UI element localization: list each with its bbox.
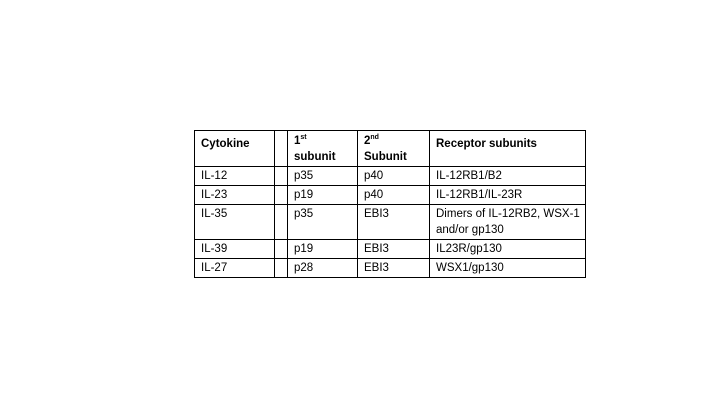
spacer-cell (275, 186, 288, 205)
header-cytokine: Cytokine (195, 131, 275, 167)
header-first-subunit-label: subunit (294, 151, 336, 163)
cell-cytokine: IL-12 (195, 167, 275, 186)
cell-first-subunit: p19 (288, 186, 358, 205)
header-first-subunit-sup: st (300, 134, 307, 141)
cell-first-subunit: p35 (288, 167, 358, 186)
table-row (195, 167, 586, 186)
cell-second-subunit: EBI3 (358, 259, 430, 278)
header-second-subunit (358, 131, 430, 167)
cell-first-subunit: p35 (288, 205, 358, 240)
cell-cytokine: IL-27 (195, 259, 275, 278)
cell-receptor: IL-12RB1/B2 (430, 167, 586, 186)
table-row (195, 259, 586, 278)
cytokine-table-container (194, 130, 585, 278)
cell-receptor: WSX1/gp130 (430, 259, 586, 278)
cell-second-subunit: EBI3 (358, 205, 430, 240)
cell-first-subunit: p28 (288, 259, 358, 278)
spacer-cell (275, 205, 288, 240)
spacer-cell (275, 167, 288, 186)
header-receptor-subunits: Receptor subunits (430, 131, 586, 167)
header-first-subunit-base: 1 (294, 135, 301, 147)
cell-receptor: IL23R/gp130 (430, 240, 586, 259)
cell-second-subunit: p40 (358, 186, 430, 205)
table-header-row (195, 131, 586, 167)
cell-second-subunit: EBI3 (358, 240, 430, 259)
table-row (195, 240, 586, 259)
cell-second-subunit: p40 (358, 167, 430, 186)
spacer-cell (275, 259, 288, 278)
cell-receptor: Dimers of IL-12RB2, WSX-1 and/or gp130 (430, 205, 586, 240)
header-first-subunit (288, 131, 358, 167)
header-spacer-cell (275, 131, 288, 167)
cell-cytokine: IL-23 (195, 186, 275, 205)
cell-first-subunit: p19 (288, 240, 358, 259)
header-second-subunit-label: Subunit (364, 151, 407, 163)
spacer-cell (275, 240, 288, 259)
header-second-subunit-sup: nd (370, 134, 379, 141)
cell-receptor: IL-12RB1/IL-23R (430, 186, 586, 205)
table-row (195, 186, 586, 205)
cytokine-table (194, 130, 586, 278)
cell-cytokine: IL-39 (195, 240, 275, 259)
header-second-subunit-base: 2 (364, 135, 371, 147)
cell-cytokine: IL-35 (195, 205, 275, 240)
table-row (195, 205, 586, 240)
